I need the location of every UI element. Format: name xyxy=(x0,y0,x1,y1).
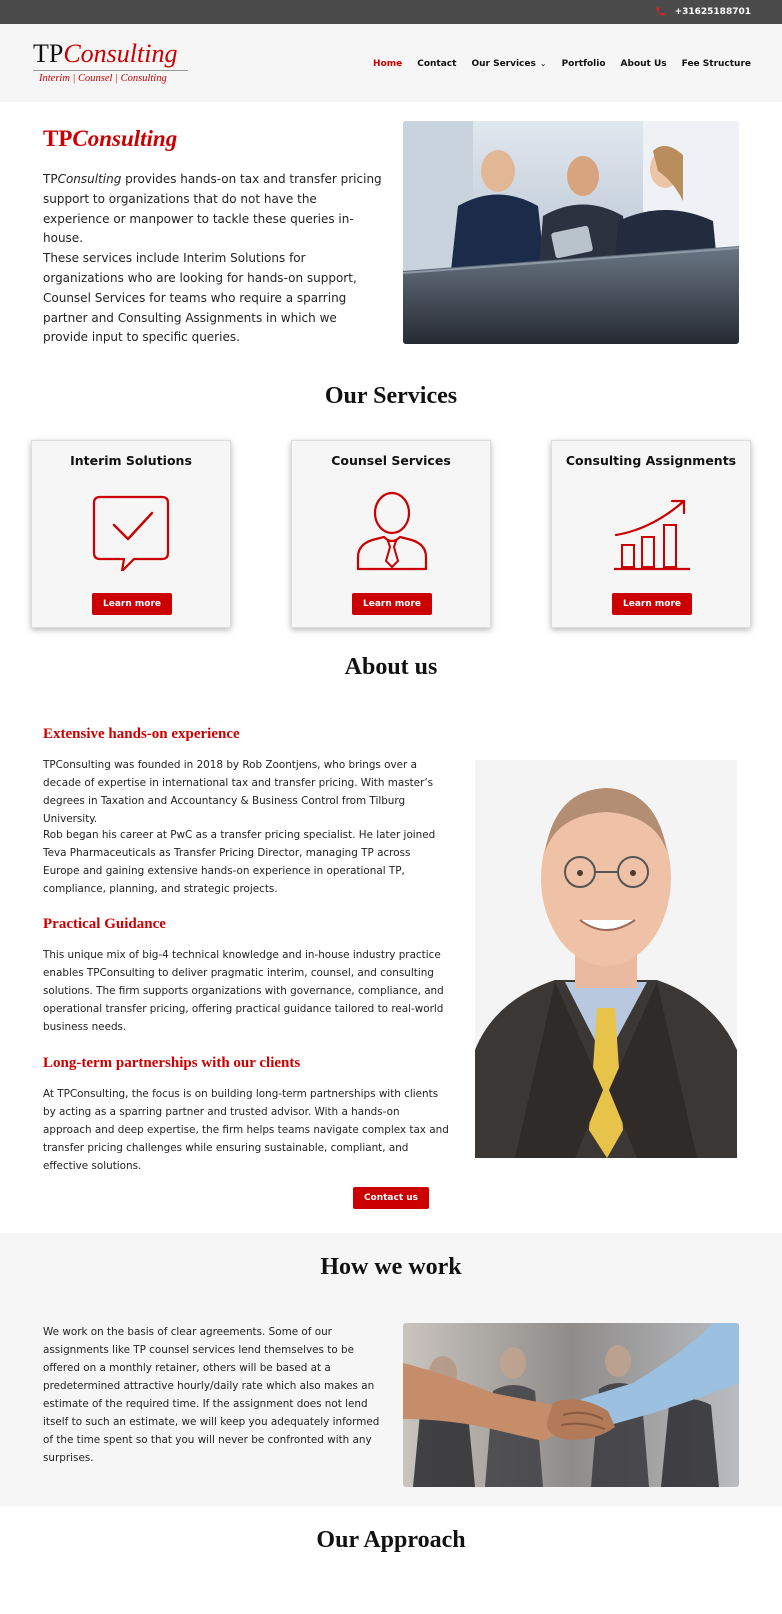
nav-about-us[interactable]: About Us xyxy=(620,59,667,69)
founder-portrait-photo xyxy=(475,760,737,1158)
hero-title xyxy=(43,126,177,152)
about-title: About us xyxy=(344,654,438,680)
person-tie-icon xyxy=(352,491,432,571)
learn-more-button[interactable]: Learn more xyxy=(92,593,172,615)
hero-paragraph-1 xyxy=(43,170,383,249)
our-approach-title: Our Approach xyxy=(316,1527,466,1553)
chevron-down-icon: ⌄ xyxy=(539,59,547,68)
nav-our-services-label: Our Services xyxy=(471,59,536,69)
hero-body-italic: Consulting xyxy=(57,172,122,186)
about-paragraph: Rob began his career at PwC as a transfer pricing specialist. He later joined Teva Pharmaceuticals as Transfer Pricing Director, managing TP across Europe and gaining extensive hands-on experience in operational TP, compliance, planning, and strategic projects. xyxy=(43,829,436,895)
service-card-counsel xyxy=(291,440,491,628)
hero-body-rest: provides hands-on tax and transfer pricing support to organizations that do not have the experience or manpower to tackle these queries in-house. xyxy=(43,172,382,246)
handshake-photo xyxy=(403,1323,739,1487)
how-we-work-text: We work on the basis of clear agreements. Some of our assignments like TP counsel services lend themselves to be offered on a monthly retainer, others will be based at a predetermined attractive hourly/daily rate which also makes an estimate of the required time. If the assignment does not lend itself to such an estimate, we will keep you adequately informed of the time spent so that you will never be confronted with any surprises. xyxy=(43,1326,380,1464)
nav-home[interactable]: Home xyxy=(373,59,403,69)
service-card-title: Counsel Services xyxy=(331,453,451,468)
site-header xyxy=(0,24,782,102)
logo[interactable] xyxy=(33,41,188,84)
learn-more-button[interactable]: Learn more xyxy=(612,593,692,615)
phone-icon xyxy=(655,6,666,17)
nav-our-services[interactable] xyxy=(471,59,546,69)
about-paragraph: This unique mix of big-4 technical knowledge and in-house industry practice enables TPConsulting to deliver pragmatic interim, counsel, and consulting solutions. The firm supports organizations with governance, compliance, and operational transfer pricing, offering practical guidance tailored to real-world business needs. xyxy=(43,949,444,1033)
logo-rule xyxy=(33,70,188,71)
hero-business-team-photo xyxy=(403,121,739,344)
hero-title-tp: TP xyxy=(43,126,73,151)
about-heading-guidance: Practical Guidance xyxy=(43,916,166,932)
hero-title-consulting: Consulting xyxy=(72,126,178,151)
learn-more-button[interactable]: Learn more xyxy=(352,593,432,615)
service-card-consulting xyxy=(551,440,751,628)
services-title: Our Services xyxy=(324,383,458,409)
about-heading-partnerships: Long-term partnerships with our clients xyxy=(43,1055,301,1071)
growth-chart-icon xyxy=(612,491,692,571)
service-card-title: Consulting Assignments xyxy=(565,453,737,468)
chat-check-icon xyxy=(92,491,172,571)
nav-contact[interactable]: Contact xyxy=(417,59,457,69)
about-paragraph: TPConsulting was founded in 2018 by Rob Zoontjens, who brings over a decade of expertise in international tax and transfer pricing. With master’s degrees in Taxation and Accountancy & Business Control from Tilburg University. xyxy=(43,759,434,825)
hero-intro xyxy=(43,170,383,348)
nav-portfolio[interactable]: Portfolio xyxy=(561,59,606,69)
main-nav xyxy=(373,59,751,69)
how-we-work-title: How we work xyxy=(320,1254,462,1280)
about-paragraph: At TPConsulting, the focus is on building long-term partnerships with clients by acting as a sparring partner and trusted advisor. With a hands-on approach and deep expertise, the firm helps teams navigate complex tax and transfer pricing challenges while ensuring sustainable, compliant, and effective solutions. xyxy=(43,1088,449,1172)
service-card-interim xyxy=(31,440,231,628)
service-card-title: Interim Solutions xyxy=(70,453,192,468)
phone-number[interactable]: +31625188701 xyxy=(674,6,751,17)
logo-tp: TP xyxy=(33,39,64,68)
logo-consulting: Consulting xyxy=(63,39,178,68)
phone-contact[interactable] xyxy=(655,6,751,17)
hero-paragraph-2: These services include Interim Solutions for organizations who are looking for hands-on support, Counsel Services for teams who require a sparring partner and Consulting Assignments in which we provide input to specific queries. xyxy=(43,251,357,345)
about-heading-experience: Extensive hands-on experience xyxy=(43,726,240,742)
logo-tagline: Interim | Counsel | Consulting xyxy=(39,73,167,84)
contact-us-button[interactable]: Contact us xyxy=(353,1187,429,1209)
hero-body-prefix: TP xyxy=(43,172,58,186)
top-bar xyxy=(0,0,782,24)
nav-fee-structure[interactable]: Fee Structure xyxy=(681,59,751,69)
